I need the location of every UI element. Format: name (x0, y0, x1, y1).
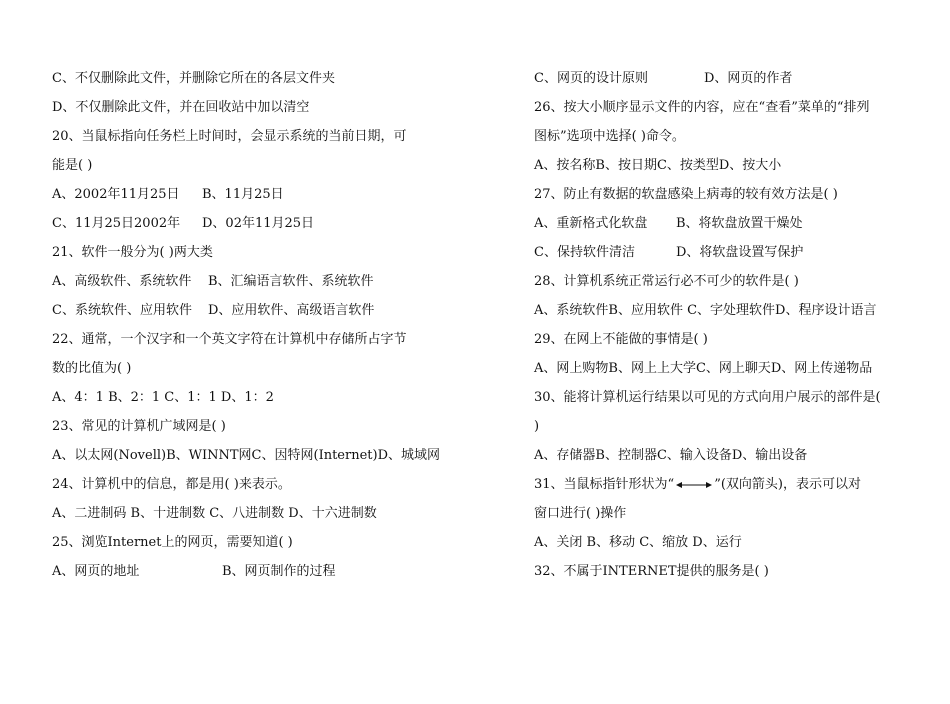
question-24-options: A、二进制码 B、十进制数 C、八进制数 D、十六进制数 (52, 506, 377, 521)
question-27-options-cd (534, 238, 904, 267)
left-line-2: D、不仅删除此文件，并在回收站中加以清空 (52, 100, 310, 115)
question-22-line-1: 22、通常，一个汉字和一个英文字符在计算机中存储所占字节 (52, 332, 407, 347)
question-27: 27、防止有数据的软盘感染上病毒的较有效方法是( ) (534, 187, 838, 202)
question-22-line-2: 数的比值为( ) (52, 361, 132, 376)
question-23-options: A、以太网(Novell)B、WINNT网C、因特网(Internet)D、城域网 (52, 448, 441, 463)
question-31-text-before: 31、当鼠标指针形状为“ (534, 477, 675, 492)
question-25-options-cd (534, 64, 904, 93)
option-d: D、网页的作者 (704, 71, 793, 86)
question-31-line-2: 窗口进行( )操作 (534, 506, 627, 521)
question-27-options-ab (534, 209, 904, 238)
left-column (52, 64, 441, 586)
option-c: C、网页的设计原则 (534, 71, 648, 86)
question-25-options-ab (52, 557, 432, 586)
question-20-options-ab (52, 180, 432, 209)
question-28: 28、计算机系统正常运行必不可少的软件是( ) (534, 274, 799, 289)
option-c: C、系统软件、应用软件 (52, 303, 192, 318)
question-29: 29、在网上不能做的事情是( ) (534, 332, 708, 347)
double-arrow-icon (676, 480, 712, 490)
option-a: A、重新格式化软盘 (534, 216, 648, 231)
question-28-options: A、系统软件B、应用软件 C、字处理软件D、程序设计语言 (534, 303, 877, 318)
question-31-line-1 (534, 470, 904, 499)
question-21-options-cd (52, 296, 432, 325)
question-32: 32、不属于INTERNET提供的服务是( ) (534, 564, 769, 579)
option-b: B、网页制作的过程 (222, 564, 336, 579)
question-26-options: A、按名称B、按日期C、按类型D、按大小 (534, 158, 782, 173)
option-a: A、网页的地址 (52, 564, 140, 579)
option-b: B、汇编语言软件、系统软件 (208, 274, 374, 289)
question-26-line-2: 图标”选项中选择( )命令。 (534, 129, 685, 144)
question-21-options-ab (52, 267, 432, 296)
question-20-line-2: 能是( ) (52, 158, 93, 173)
question-26-line-1: 26、按大小顺序显示文件的内容，应在“查看”菜单的“排列 (534, 100, 870, 115)
question-29-options: A、网上购物B、网上上大学C、网上聊天D、网上传递物品 (534, 361, 873, 376)
question-23: 23、常见的计算机广域网是( ) (52, 419, 226, 434)
left-line-1: C、不仅删除此文件，并删除它所在的各层文件夹 (52, 71, 335, 86)
question-20-line-1: 20、当鼠标指向任务栏上时间时，会显示系统的当前日期，可 (52, 129, 407, 144)
question-31-options: A、关闭 B、移动 C、缩放 D、运行 (534, 535, 742, 550)
question-31-text-after: ”(双向箭头)，表示可以对 (714, 477, 861, 492)
option-c: C、保持软件清洁 (534, 245, 635, 260)
question-30-line-2: ) (534, 419, 540, 434)
question-30-options: A、存储器B、控制器C、输入设备D、输出设备 (534, 448, 808, 463)
question-20-options-cd (52, 209, 432, 238)
option-b: B、11月25日 (202, 187, 284, 202)
option-c: C、11月25日2002年 (52, 216, 181, 231)
option-d: D、应用软件、高级语言软件 (208, 303, 375, 318)
question-25: 25、浏览Internet上的网页，需要知道( ) (52, 535, 293, 550)
option-d: D、02年11月25日 (202, 216, 315, 231)
question-24: 24、计算机中的信息，都是用( )来表示。 (52, 477, 291, 492)
question-21: 21、软件一般分为( )两大类 (52, 245, 213, 260)
option-b: B、将软盘放置干燥处 (676, 216, 803, 231)
option-a: A、2002年11月25日 (52, 187, 180, 202)
question-22-options: A、4：1 B、2：1 C、1：1 D、1：2 (52, 390, 274, 405)
right-column (534, 64, 904, 586)
option-d: D、将软盘设置写保护 (676, 245, 804, 260)
option-a: A、高级软件、系统软件 (52, 274, 192, 289)
question-30-line-1: 30、能将计算机运行结果以可见的方式向用户展示的部件是( (534, 390, 881, 405)
